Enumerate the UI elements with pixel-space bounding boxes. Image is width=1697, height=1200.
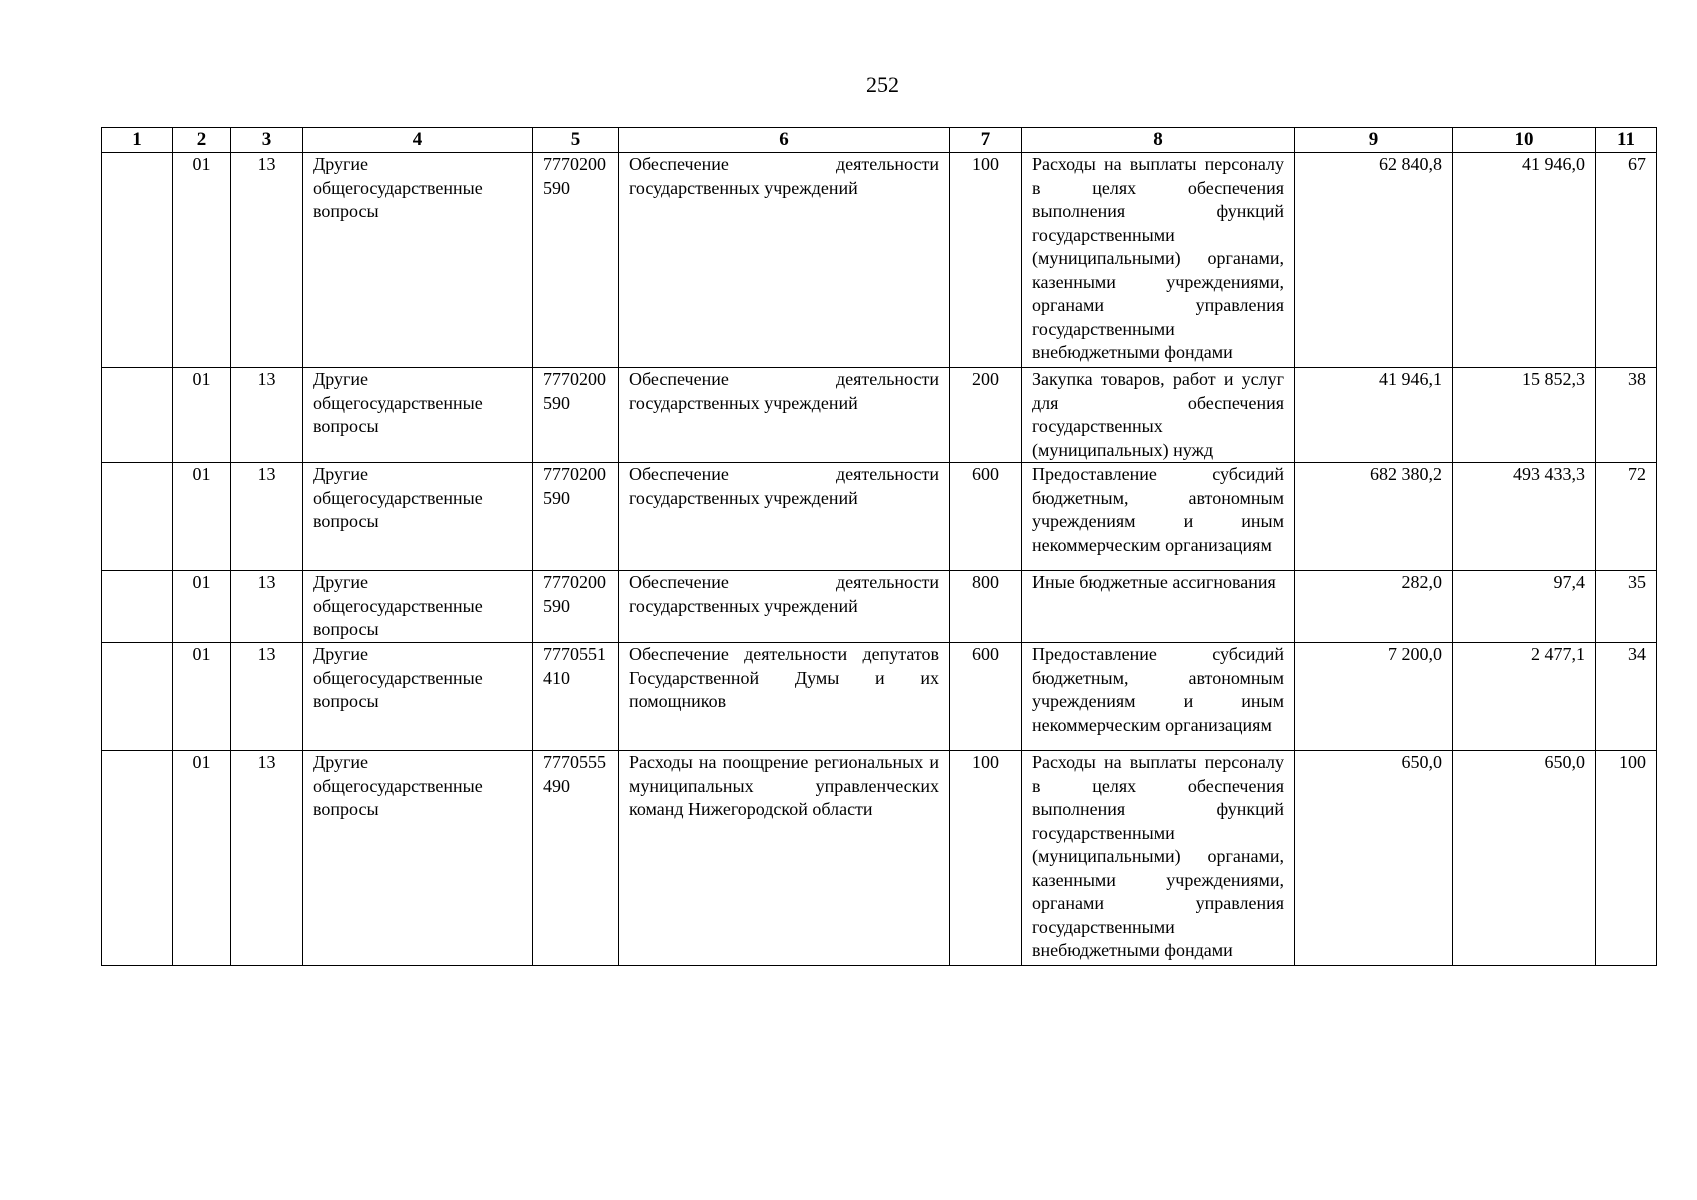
cell-target-name: Обеспечение деятельности государственных учреждений (619, 153, 950, 368)
cell-subsection-name: Другие общегосударственные вопросы (303, 643, 533, 751)
cell-expense-type-name: Закупка товаров, работ и услуг для обеспечения государственных (муниципальных) нужд (1022, 368, 1295, 463)
cell-planned: 62 840,8 (1295, 153, 1453, 368)
cell-percent: 67 (1596, 153, 1657, 368)
cell-expense-type-name: Предоставление субсидий бюджетным, автономным учреждениям и иным некоммерческим организациям (1022, 463, 1295, 571)
cell-target-name: Расходы на поощрение региональных и муниципальных управленческих команд Нижегородской области (619, 751, 950, 966)
cell-percent: 100 (1596, 751, 1657, 966)
page-number: 252 (866, 72, 899, 97)
cell-target-name: Обеспечение деятельности государственных учреждений (619, 571, 950, 643)
cell-target-name: Обеспечение деятельности государственных учреждений (619, 368, 950, 463)
cell-target-name: Обеспечение деятельности государственных учреждений (619, 463, 950, 571)
cell-col1 (102, 368, 173, 463)
cell-planned: 650,0 (1295, 751, 1453, 966)
cell-section: 01 (173, 643, 231, 751)
cell-planned: 41 946,1 (1295, 368, 1453, 463)
table-row (102, 643, 1657, 751)
cell-planned: 682 380,2 (1295, 463, 1453, 571)
cell-subsection-name: Другие общегосударственные вопросы (303, 571, 533, 643)
cell-expense-type: 800 (950, 571, 1022, 643)
cell-expense-type: 100 (950, 751, 1022, 966)
cell-target-code: 7770200590 (533, 153, 619, 368)
cell-executed: 15 852,3 (1453, 368, 1596, 463)
cell-executed: 41 946,0 (1453, 153, 1596, 368)
cell-executed: 97,4 (1453, 571, 1596, 643)
cell-subsection: 13 (231, 571, 303, 643)
cell-subsection-name: Другие общегосударственные вопросы (303, 751, 533, 966)
column-header-4: 4 (303, 128, 533, 153)
cell-executed: 650,0 (1453, 751, 1596, 966)
cell-subsection-name: Другие общегосударственные вопросы (303, 153, 533, 368)
cell-expense-type-name: Предоставление субсидий бюджетным, автономным учреждениям и иным некоммерческим организациям (1022, 643, 1295, 751)
table-row (102, 153, 1657, 368)
cell-target-code: 7770551410 (533, 643, 619, 751)
cell-expense-type-name: Расходы на выплаты персоналу в целях обеспечения выполнения функций государственными (муниципальными) органами, казенными учреждениями, органами управления государственными внебюджетными фондами (1022, 153, 1295, 368)
cell-col1 (102, 153, 173, 368)
column-header-2: 2 (173, 128, 231, 153)
budget-table (101, 127, 1657, 966)
header-row (102, 128, 1657, 153)
table-row (102, 368, 1657, 463)
cell-executed: 2 477,1 (1453, 643, 1596, 751)
cell-target-code: 7770200590 (533, 571, 619, 643)
cell-expense-type: 100 (950, 153, 1022, 368)
column-header-11: 11 (1596, 128, 1657, 153)
table-row (102, 751, 1657, 966)
cell-expense-type: 200 (950, 368, 1022, 463)
cell-target-code: 7770200590 (533, 463, 619, 571)
cell-section: 01 (173, 463, 231, 571)
column-header-1: 1 (102, 128, 173, 153)
cell-planned: 282,0 (1295, 571, 1453, 643)
cell-percent: 38 (1596, 368, 1657, 463)
cell-section: 01 (173, 571, 231, 643)
cell-section: 01 (173, 153, 231, 368)
cell-subsection-name: Другие общегосударственные вопросы (303, 463, 533, 571)
cell-expense-type-name: Расходы на выплаты персоналу в целях обеспечения выполнения функций государственными (муниципальными) органами, казенными учреждениями, органами управления государственными внебюджетными фондами (1022, 751, 1295, 966)
column-header-6: 6 (619, 128, 950, 153)
table-body (102, 153, 1657, 966)
cell-expense-type: 600 (950, 463, 1022, 571)
table-row (102, 571, 1657, 643)
cell-percent: 35 (1596, 571, 1657, 643)
cell-expense-type-name: Иные бюджетные ассигнования (1022, 571, 1295, 643)
cell-subsection: 13 (231, 643, 303, 751)
cell-subsection: 13 (231, 463, 303, 571)
cell-subsection-name: Другие общегосударственные вопросы (303, 368, 533, 463)
cell-executed: 493 433,3 (1453, 463, 1596, 571)
cell-target-code: 7770200590 (533, 368, 619, 463)
cell-section: 01 (173, 368, 231, 463)
cell-planned: 7 200,0 (1295, 643, 1453, 751)
cell-section: 01 (173, 751, 231, 966)
cell-subsection: 13 (231, 751, 303, 966)
cell-target-name: Обеспечение деятельности депутатов Государственной Думы и их помощников (619, 643, 950, 751)
column-header-9: 9 (1295, 128, 1453, 153)
cell-expense-type: 600 (950, 643, 1022, 751)
cell-subsection: 13 (231, 368, 303, 463)
cell-col1 (102, 463, 173, 571)
column-header-7: 7 (950, 128, 1022, 153)
column-header-3: 3 (231, 128, 303, 153)
cell-col1 (102, 643, 173, 751)
cell-percent: 72 (1596, 463, 1657, 571)
column-header-8: 8 (1022, 128, 1295, 153)
cell-percent: 34 (1596, 643, 1657, 751)
cell-target-code: 7770555490 (533, 751, 619, 966)
cell-col1 (102, 571, 173, 643)
table-row (102, 463, 1657, 571)
column-header-10: 10 (1453, 128, 1596, 153)
cell-col1 (102, 751, 173, 966)
cell-subsection: 13 (231, 153, 303, 368)
column-header-5: 5 (533, 128, 619, 153)
